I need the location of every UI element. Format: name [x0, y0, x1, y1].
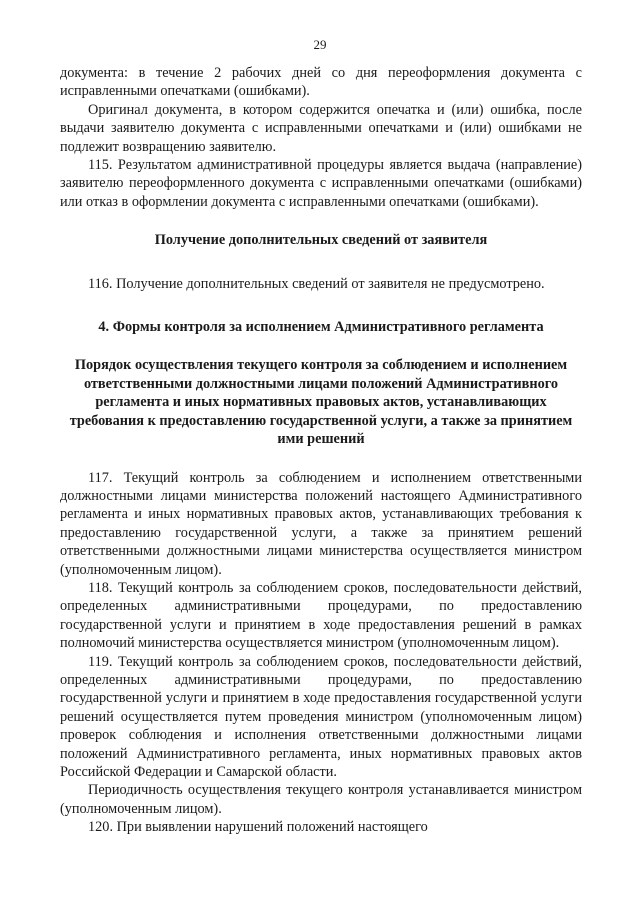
paragraph-120: 120. При выявлении нарушений положений настоящего — [88, 819, 428, 836]
paragraph-118: 118. Текущий контроль за соблюдением сроков, последовательности действий, определенных административными процедурами, по предоставлению государственной услуги и принятием в ходе предоставления решений в рамках полномочий министерства осуществляется министром (уполномоченным лицом). — [60, 579, 582, 652]
paragraph-continuation: документа: в течение 2 рабочих дней со дня переоформления документа с исправленными опечатками (ошибками). — [60, 65, 582, 100]
paragraph-original-document: Оригинал документа, в котором содержится опечатка и (или) ошибка, после выдачи заявителю документа с исправленными опечатками и (или) ошибками не подлежит возвращению заявителю. — [60, 101, 582, 155]
section-heading-additional-info: Получение дополнительных сведений от заявителя — [154, 232, 488, 249]
paragraph-periodicity: Периодичность осуществления текущего контроля устанавливается министром (уполномоченным лицом). — [60, 782, 582, 817]
section-heading-current-control: Порядок осуществления текущего контроля за соблюдением и исполнением ответственными должностными лицами положений Административного регламента и иных нормативных правовых актов, устанавливающих требования к предоставлению государственной услуги, а также за принятием ими решений — [69, 357, 573, 448]
page-number: 29 — [313, 37, 327, 52]
paragraph-115: 115. Результатом административной процедуры является выдача (направление) заявителю переоформленного документа с исправленными опечатками (ошибками) или отказ в оформлении документа с исправленными опечатками (ошибками). — [60, 157, 582, 210]
chapter-heading-4: 4. Формы контроля за исполнением Административного регламента — [98, 319, 544, 336]
paragraph-117: 117. Текущий контроль за соблюдением и исполнением ответственными должностными лицами министерства положений настоящего Административного регламента и иных нормативных правовых актов, устанавливающих требования к предоставлению государственной услуги, а также за принятием решений ответственными должностными лицами министерства осуществляется министром (уполномоченным лицом). — [60, 469, 582, 578]
page-content — [60, 64, 582, 837]
paragraph-116: 116. Получение дополнительных сведений от заявителя не предусмотрено. — [88, 275, 545, 292]
paragraph-119: 119. Текущий контроль за соблюдением сроков, последовательности действий, определенных административными процедурами, по предоставлению государственной услуги и принятием в ходе предоставления государственной услуги решений осуществляется путем проведения министром (уполномоченным лицом) проверок соблюдения и исполнения ответственными должностными лицами положений Административного регламента, иных нормативных правовых актов Российской Федерации и Самарской области. — [60, 653, 582, 780]
